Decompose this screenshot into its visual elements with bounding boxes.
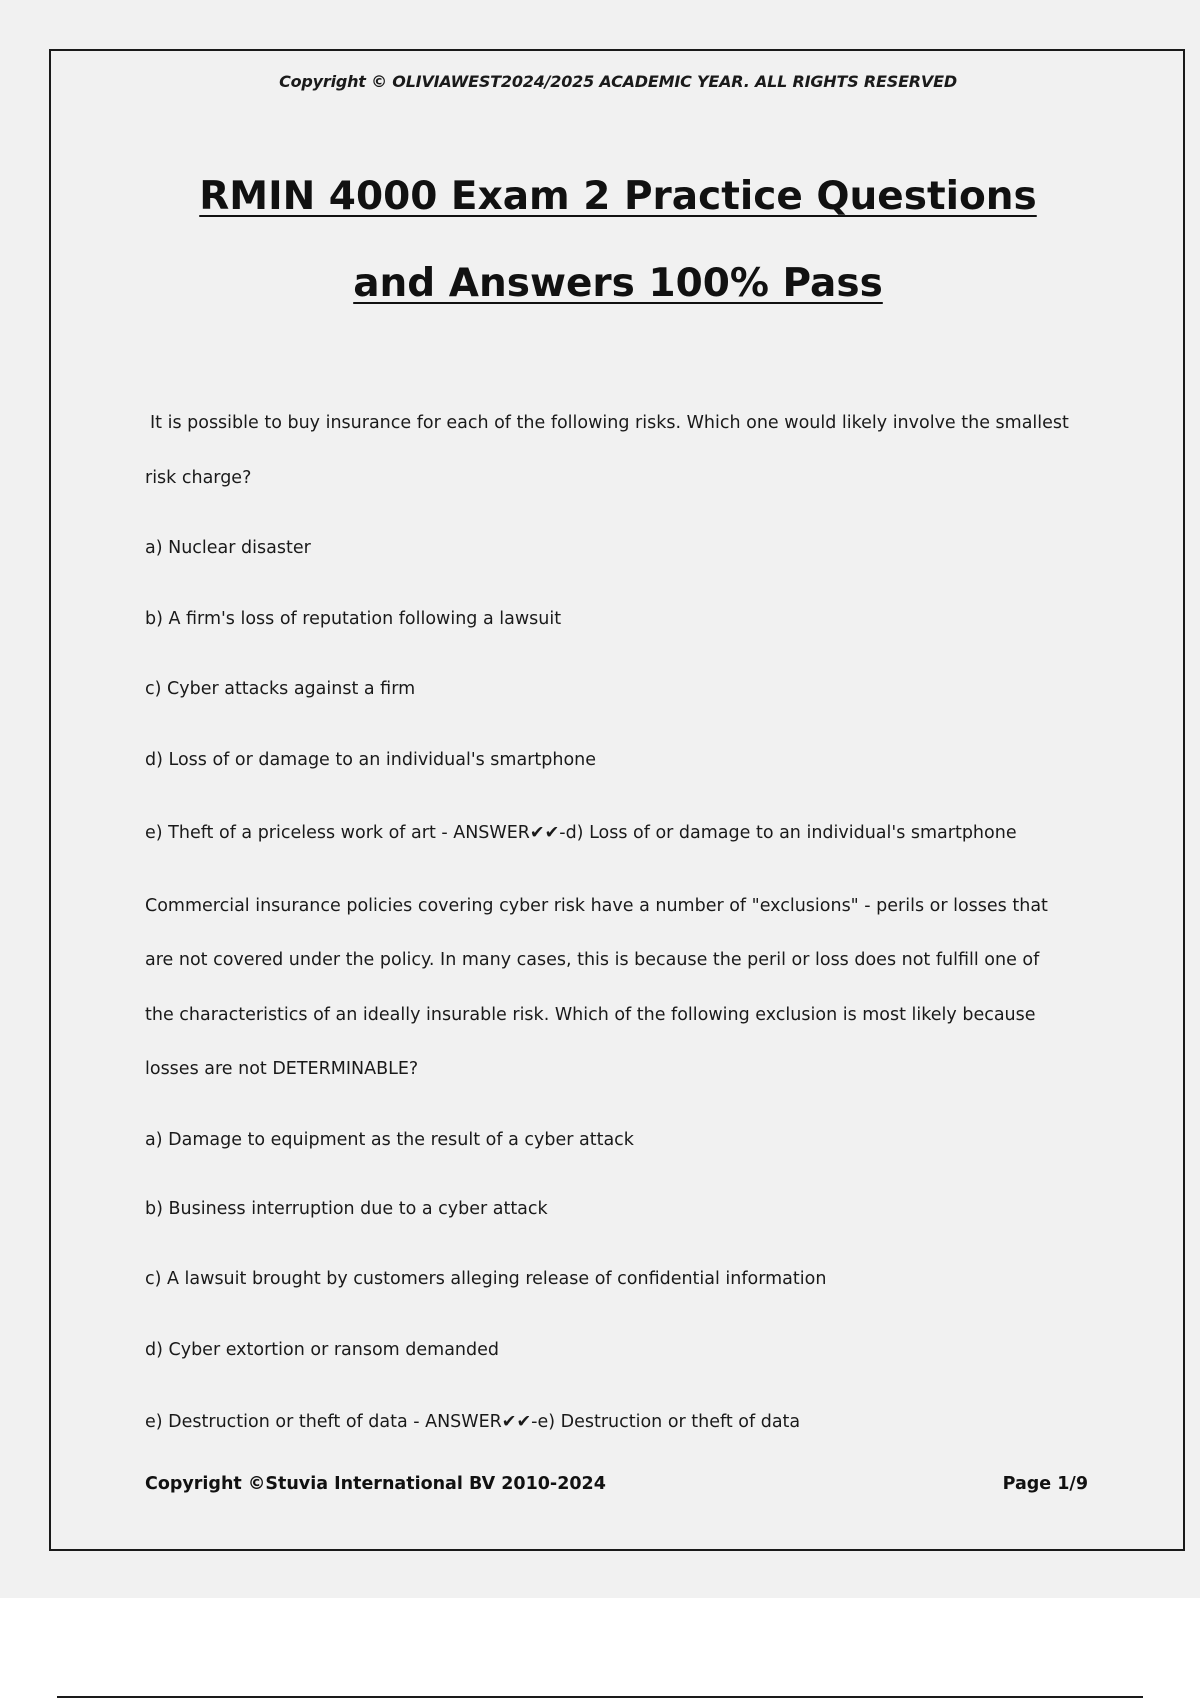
question-1-text-line-1: It is possible to buy insurance for each of the following risks. Which one would likely involve the smallest xyxy=(150,413,1069,433)
question-2-option-d: d) Cyber extortion or ransom demanded xyxy=(145,1340,499,1360)
page-number: Page 1/9 xyxy=(1002,1474,1088,1494)
question-1-option-d: d) Loss of or damage to an individual's smartphone xyxy=(145,750,597,770)
document-title-line-2: and Answers 100% Pass xyxy=(353,261,883,306)
question-2-option-b: b) Business interruption due to a cyber attack xyxy=(145,1199,548,1219)
question-2-option-a: a) Damage to equipment as the result of a cyber attack xyxy=(145,1130,634,1150)
question-2-option-c: c) A lawsuit brought by customers alleging release of confidential information xyxy=(145,1269,827,1289)
question-2-option-e-answer: e) Destruction or theft of data - ANSWER✔✔-e) Destruction or theft of data xyxy=(145,1412,801,1432)
footer-copyright: Copyright ©Stuvia International BV 2010-2024 xyxy=(145,1474,606,1494)
question-1-option-a: a) Nuclear disaster xyxy=(145,538,311,558)
question-2-text-line-2: are not covered under the policy. In many cases, this is because the peril or loss does not fulfill one of xyxy=(145,950,1040,970)
question-1-text-line-2: risk charge? xyxy=(145,468,252,488)
question-2-text-line-1: Commercial insurance policies covering cyber risk have a number of "exclusions" - perils or losses that xyxy=(145,896,1048,916)
question-1-option-e-answer: e) Theft of a priceless work of art - ANSWER✔✔-d) Loss of or damage to an individual's smartphone xyxy=(145,823,1017,843)
document-title-line-1: RMIN 4000 Exam 2 Practice Questions xyxy=(199,174,1037,219)
next-page-divider xyxy=(57,1696,1143,1698)
question-2-text-line-4: losses are not DETERMINABLE? xyxy=(145,1059,419,1079)
header-copyright: Copyright © OLIVIAWEST2024/2025 ACADEMIC YEAR. ALL RIGHTS RESERVED xyxy=(279,72,957,91)
question-2-text-line-3: the characteristics of an ideally insurable risk. Which of the following exclusion is most likely because xyxy=(145,1005,1036,1025)
question-1-option-c: c) Cyber attacks against a firm xyxy=(145,679,416,699)
question-1-option-b: b) A firm's loss of reputation following a lawsuit xyxy=(145,609,562,629)
